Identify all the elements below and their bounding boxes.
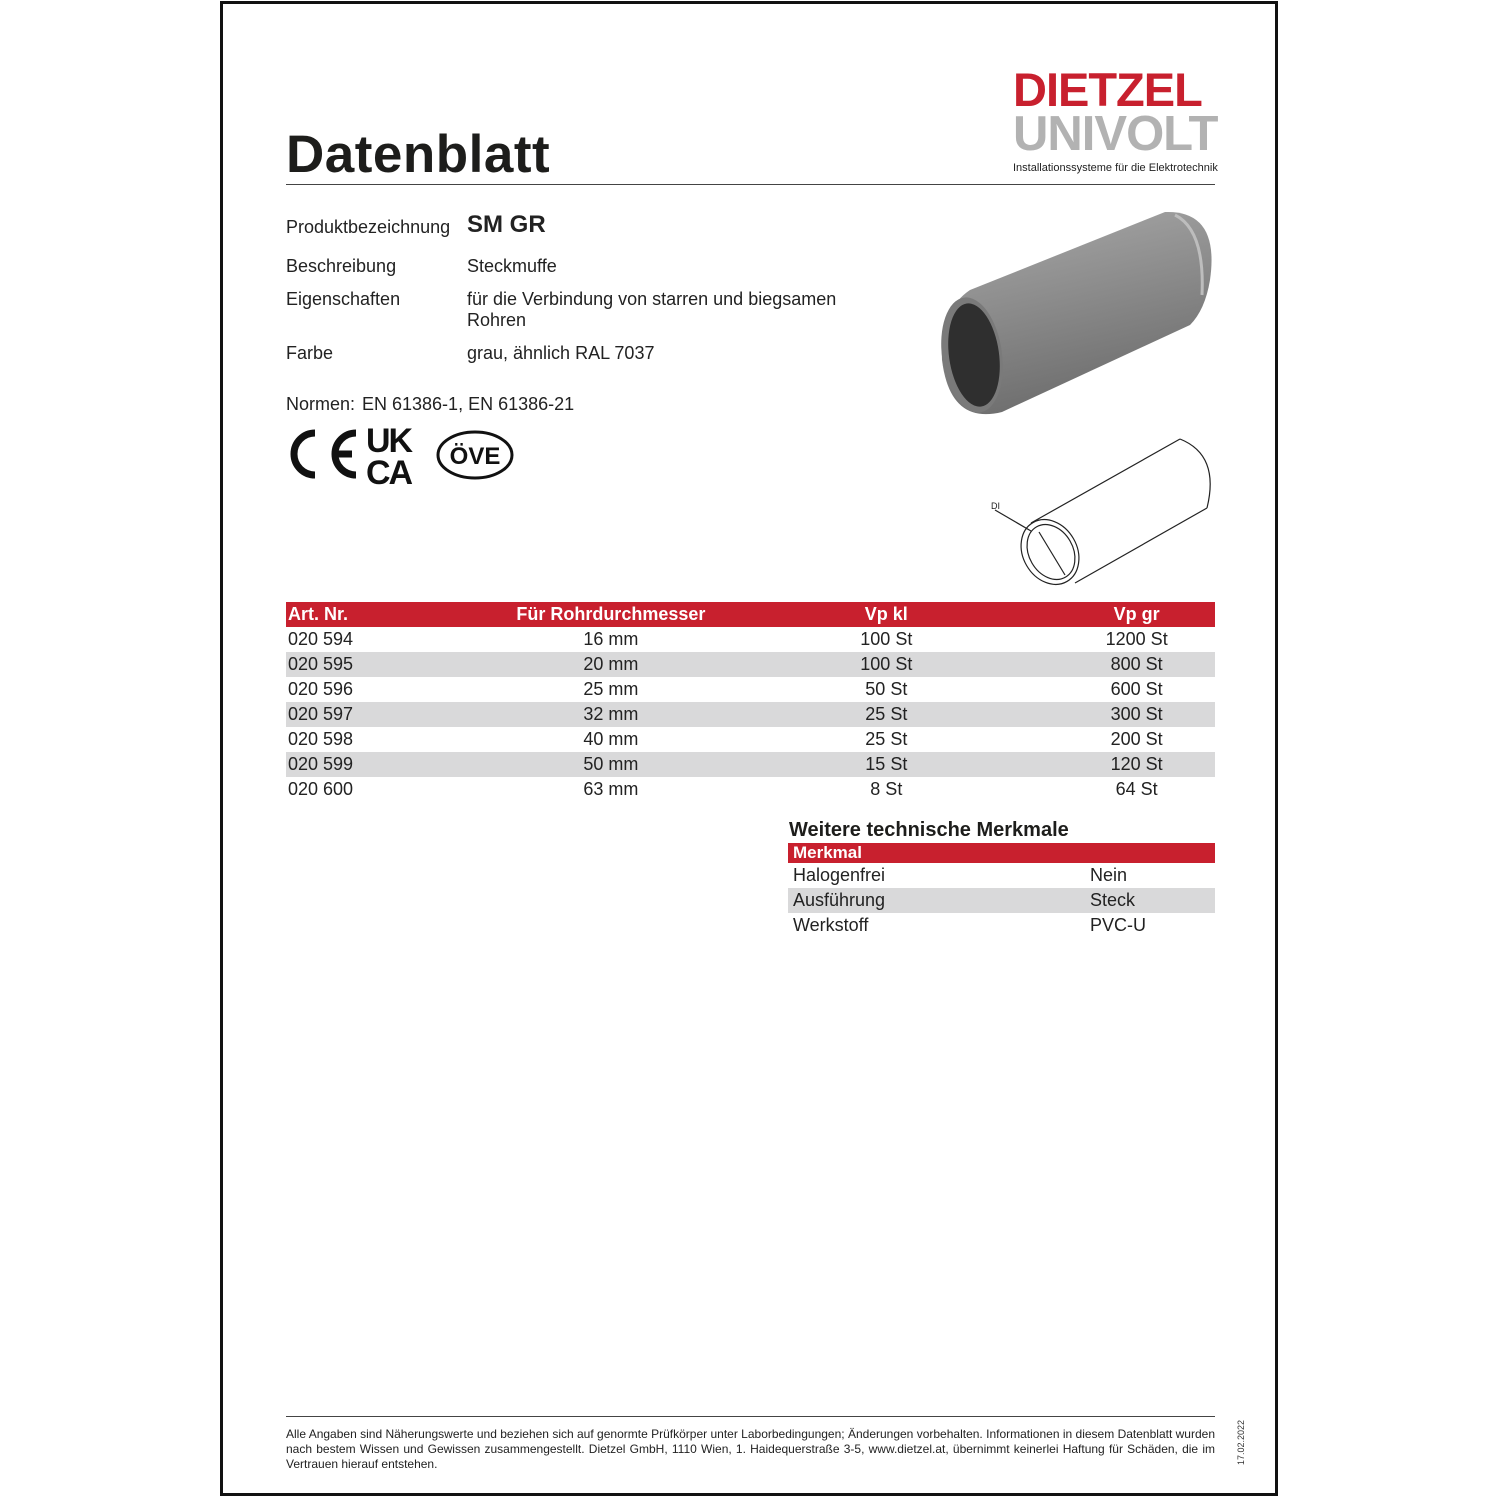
product-name-label: Produktbezeichnung xyxy=(286,217,451,237)
cell-vp-kl: 8 St xyxy=(870,779,903,799)
cell-vp-kl: 25 St xyxy=(865,729,908,749)
table-row xyxy=(788,888,1215,913)
logo-tagline: Installationssysteme für die Elektrotechnik xyxy=(1013,162,1218,174)
svg-text:ÖVE: ÖVE xyxy=(449,443,501,470)
cell-art-nr: 020 599 xyxy=(286,752,507,777)
cell-vp-kl: 25 St xyxy=(714,702,1058,727)
cell-art-nr: 020 594 xyxy=(288,629,354,649)
col-merkmal: Merkmal xyxy=(788,843,1215,863)
col-vp-gr: Vp gr xyxy=(1058,602,1215,627)
tech-heading: Weitere technische Merkmale xyxy=(789,819,1069,841)
svg-text:CA: CA xyxy=(366,454,412,488)
table-row xyxy=(286,777,1215,802)
cell-vp-gr: 800 St xyxy=(1058,652,1215,677)
cell-vp-kl: 100 St xyxy=(860,629,913,649)
cell-vp-gr: 120 St xyxy=(1058,752,1215,777)
norms-value: EN 61386-1, EN 61386-21 xyxy=(362,394,575,414)
col-diameter: Für Rohrdurchmesser xyxy=(507,602,714,627)
tech-table xyxy=(788,843,1215,938)
properties-value-line2: Rohren xyxy=(467,310,527,330)
properties-label: Eigenschaften xyxy=(286,289,401,309)
cell-vp-gr: 1200 St xyxy=(1105,629,1168,649)
ukca-mark-icon xyxy=(366,422,414,488)
table-row xyxy=(788,863,1215,888)
coupling-drawing xyxy=(985,430,1225,595)
table-row xyxy=(286,752,1215,777)
article-table xyxy=(286,602,1215,802)
cell-diameter: 20 mm xyxy=(507,652,714,677)
tech-feature: Halogenfrei xyxy=(793,865,886,885)
certification-marks xyxy=(284,422,519,488)
logo-univolt: UNIVOLT xyxy=(1013,107,1218,161)
cell-vp-kl: 50 St xyxy=(865,679,908,699)
table-row xyxy=(286,627,1215,652)
table-row xyxy=(286,727,1215,752)
ove-mark-icon xyxy=(438,432,512,478)
color-value: grau, ähnlich RAL 7037 xyxy=(467,343,655,363)
tech-feature: Ausführung xyxy=(788,888,1085,913)
cell-diameter: 16 mm xyxy=(583,629,639,649)
tech-value: Nein xyxy=(1090,865,1128,885)
cell-art-nr: 020 598 xyxy=(288,729,354,749)
cell-diameter: 25 mm xyxy=(583,679,639,699)
properties-value-line1: für die Verbindung von starren und biegsamen xyxy=(467,289,837,309)
cell-art-nr: 020 597 xyxy=(286,702,507,727)
cell-diameter: 50 mm xyxy=(507,752,714,777)
document-date: 17.02.2022 xyxy=(1236,1420,1246,1466)
table-row xyxy=(286,652,1215,677)
tech-value: Steck xyxy=(1085,888,1215,913)
description-value: Steckmuffe xyxy=(467,256,557,276)
col-art-nr: Art. Nr. xyxy=(286,602,507,627)
logo-dietzel: DIETZEL xyxy=(1013,63,1202,116)
col-vp-kl: Vp kl xyxy=(714,602,1058,627)
tech-feature: Werkstoff xyxy=(793,915,869,935)
dimension-label: DI xyxy=(991,501,1000,511)
table-row xyxy=(286,677,1215,702)
cell-vp-gr: 64 St xyxy=(1115,779,1158,799)
ce-mark-icon xyxy=(294,433,356,475)
cell-vp-gr: 200 St xyxy=(1110,729,1163,749)
description-label: Beschreibung xyxy=(286,256,397,276)
svg-text:UK: UK xyxy=(366,422,412,460)
cell-diameter: 40 mm xyxy=(583,729,639,749)
footer-disclaimer: Alle Angaben sind Näherungswerte und beziehen sich auf genormte Prüfkörper unter Laborbedingungen; Änderungen vorbehalten. Informationen in diesem Datenblatt wurden nach bestem Wissen und Gewissen zusammengestellt. Dietzel GmbH, 1110 Wien, 1. Haidequerstraße 3-5, www.dietzel.at, übernimmt keinerlei Haftung für Schäden, die im Vertrauen hierauf entstehen. xyxy=(286,1427,1215,1471)
article-table-header xyxy=(286,602,1215,627)
cell-vp-kl: 100 St xyxy=(714,652,1058,677)
table-row xyxy=(788,913,1215,938)
cell-vp-kl: 15 St xyxy=(714,752,1058,777)
cell-vp-gr: 600 St xyxy=(1110,679,1163,699)
product-name-value: SM GR xyxy=(467,211,546,238)
tech-value: PVC-U xyxy=(1090,915,1147,935)
tech-table-header xyxy=(788,843,1215,863)
color-label: Farbe xyxy=(286,343,334,363)
cell-art-nr: 020 600 xyxy=(288,779,354,799)
coupling-photo xyxy=(930,200,1230,430)
cell-diameter: 63 mm xyxy=(583,779,639,799)
norms-label: Normen: xyxy=(286,394,356,414)
header-divider xyxy=(286,184,1215,185)
table-row xyxy=(286,702,1215,727)
footer-divider xyxy=(286,1416,1215,1417)
page-title: Datenblatt xyxy=(286,125,551,184)
cell-art-nr: 020 596 xyxy=(288,679,354,699)
cell-vp-gr: 300 St xyxy=(1058,702,1215,727)
cell-art-nr: 020 595 xyxy=(286,652,507,677)
cell-diameter: 32 mm xyxy=(507,702,714,727)
